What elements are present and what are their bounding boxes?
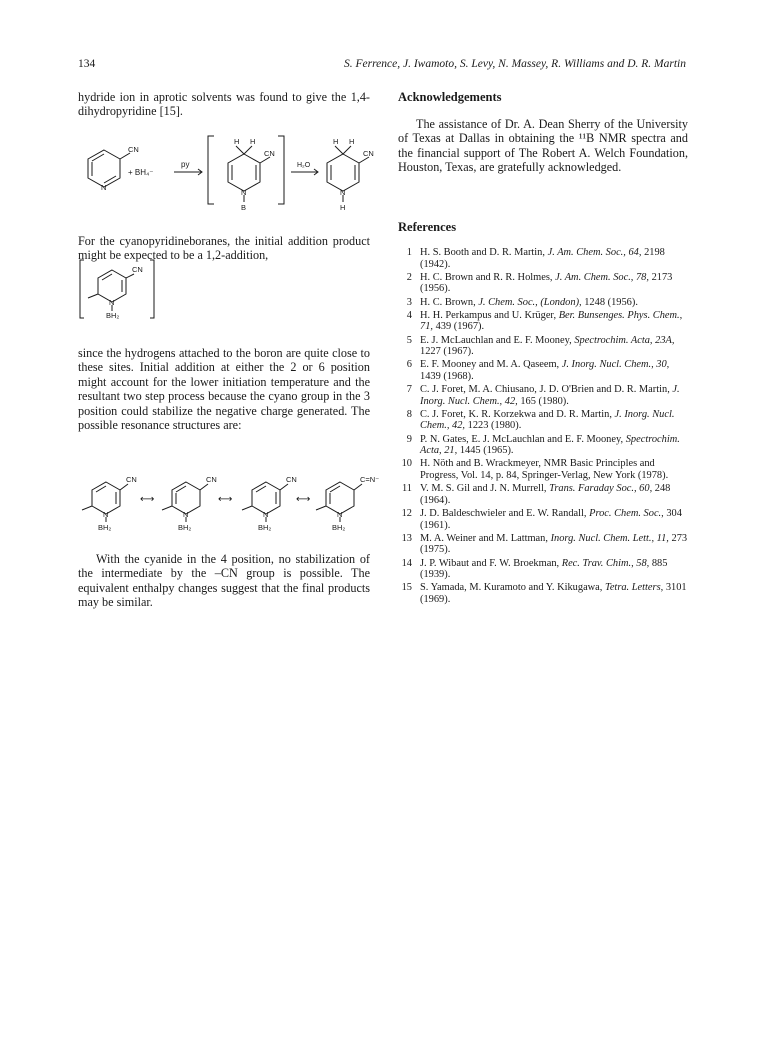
scheme1-n-label-3: N bbox=[340, 188, 346, 197]
reference-item: 15 S. Yamada, M. Kuramoto and Y. Kikugawa, Tetra. Letters, 3101 (1969). bbox=[401, 582, 687, 605]
reference-item: 6 E. F. Mooney and M. A. Qaseem, J. Inorg. Nucl. Chem., 30, 1439 (1968). bbox=[406, 359, 670, 382]
resonance-2-n: N bbox=[183, 510, 189, 519]
resonance-4-n: N bbox=[337, 510, 343, 519]
structure-1-cn-label: CN bbox=[132, 265, 143, 274]
acknowledgements-text: The assistance of Dr. A. Dean Sherry of the University of Texas at Dallas in obtaining the ¹¹B NMR spectra and the financial support of The Robert A. Welch Foundation, Houston, Texas, are gratefully acknowledged. bbox=[398, 117, 688, 175]
reference-item: 4 H. H. Perkampus and U. Krüger, Ber. Bunsenges. Phys. Chem., 71, 439 (1967). bbox=[406, 309, 683, 333]
reference-item: 2 H. C. Brown and R. R. Holmes, J. Am. Chem. Soc., 78, 2173 (1956). bbox=[406, 271, 673, 295]
paragraph-intro: hydride ion in aprotic solvents was found to give the 1,4-dihydropyridine [15]. bbox=[78, 90, 370, 119]
scheme1-h-right: H bbox=[250, 137, 256, 146]
scheme1-solvent-label: py bbox=[181, 160, 190, 169]
resonance-1-bh2: BH₂ bbox=[98, 523, 112, 532]
paragraph-conclusion: With the cyanide in the 4 position, no stabilization of the intermediate by the –CN group is possible. The equivalent enthalpy changes suggest that the final products may be similar. bbox=[78, 552, 370, 610]
paragraph-addition: For the cyanopyridineboranes, the initial addition product might be expected to be a 1,2-addition, bbox=[78, 234, 370, 263]
resonance-2-bh2: BH₂ bbox=[178, 523, 192, 532]
scheme1-b-label: B bbox=[241, 203, 247, 212]
reference-list bbox=[398, 247, 690, 607]
running-head: S. Ferrence, J. Iwamoto, S. Levy, N. Massey, R. Williams and D. R. Martin bbox=[344, 58, 686, 70]
resonance-4-bh2: BH₂ bbox=[332, 523, 346, 532]
resonance-arrow-1: ⟷ bbox=[140, 494, 155, 505]
reaction-scheme-1 bbox=[78, 128, 378, 212]
scheme1-cn-label-2: CN bbox=[264, 149, 275, 158]
scheme1-h-left: H bbox=[234, 137, 240, 146]
reference-item: 10 H. Nöth and B. Wrackmeyer, NMR Basic Principles and Progress, Vol. 14, p. 84, Springer-Verlag, New York (1978). bbox=[401, 458, 669, 482]
reference-item: 13 M. A. Weiner and M. Lattman, Inorg. Nucl. Chem. Lett., 11, 273 (1975). bbox=[401, 532, 688, 556]
scheme1-h-left-2: H bbox=[333, 137, 339, 146]
reference-item: 5 E. J. McLauchlan and E. F. Mooney, Spectrochim. Acta, 23A, 1227 (1967). bbox=[406, 334, 675, 358]
scheme1-cn-label-3: CN bbox=[363, 149, 374, 158]
resonance-3-cn: CN bbox=[286, 475, 297, 484]
reference-item: 9 P. N. Gates, E. J. McLauchlan and E. F. Mooney, Spectrochim. Acta, 21, 1445 (1965). bbox=[406, 433, 680, 457]
reference-item: 8 C. J. Foret, K. R. Korzekwa and D. R. Martin, J. Inorg. Nucl. Chem., 42, 1223 (1980). bbox=[406, 408, 675, 432]
reference-item: 1 H. S. Booth and D. R. Martin, J. Am. Chem. Soc., 64, 2198 (1942). bbox=[406, 247, 665, 270]
paragraph-discussion: since the hydrogens attached to the boron are quite close to these sites. Initial addition at either the 2 or 6 position might account for the lower initiation temperature and the resultant two step process because the cyano group in the 3 position could stabilize the negative charge generated. The possible resonance structures are: bbox=[78, 346, 370, 433]
resonance-1-cn: CN bbox=[126, 475, 137, 484]
resonance-4-cn: C=N⁻ bbox=[360, 475, 380, 484]
reference-item: 3 H. C. Brown, J. Chem. Soc., (London), 1248 (1956). bbox=[406, 296, 638, 308]
scheme1-h-label-bottom: H bbox=[340, 203, 346, 212]
scheme1-water-label: H₂O bbox=[297, 162, 311, 169]
acknowledgements-heading: Acknowledgements bbox=[398, 90, 502, 104]
resonance-arrow-2: ⟷ bbox=[218, 494, 233, 505]
resonance-arrow-3: ⟷ bbox=[296, 494, 311, 505]
resonance-3-bh2: BH₂ bbox=[258, 523, 272, 532]
resonance-structures bbox=[78, 470, 378, 530]
resonance-1-n: N bbox=[103, 510, 109, 519]
resonance-3-n: N bbox=[263, 510, 269, 519]
structure-1-n-label: N bbox=[109, 298, 115, 307]
scheme1-borohydride-label: + BH₄⁻ bbox=[128, 168, 154, 177]
reference-item: 14 J. P. Wibaut and F. W. Broekman, Rec. Trav. Chim., 58, 885 (1939). bbox=[401, 557, 668, 581]
structure-1-bh2-label: BH₂ bbox=[106, 311, 120, 320]
page-number: 134 bbox=[78, 58, 96, 70]
structure-1-2-addition bbox=[78, 258, 158, 322]
reference-item: 11 V. M. S. Gil and J. N. Murrell, Trans. Faraday Soc., 60, 248 (1964). bbox=[401, 483, 671, 506]
resonance-2-cn: CN bbox=[206, 475, 217, 484]
reference-item: 7 C. J. Foret, M. A. Chiusano, J. D. O'Brien and D. R. Martin, J. Inorg. Nucl. Chem., 42, 165 (1980). bbox=[406, 384, 680, 407]
references-heading: References bbox=[398, 220, 457, 234]
scheme1-n-label-2: N bbox=[241, 188, 247, 197]
scheme1-n-label: N bbox=[101, 183, 107, 192]
scheme1-h-right-2: H bbox=[349, 137, 355, 146]
scheme1-cn-label: CN bbox=[128, 145, 139, 154]
reference-item: 12 J. D. Baldeschwieler and E. W. Randall, Proc. Chem. Soc., 304 (1961). bbox=[401, 508, 682, 531]
